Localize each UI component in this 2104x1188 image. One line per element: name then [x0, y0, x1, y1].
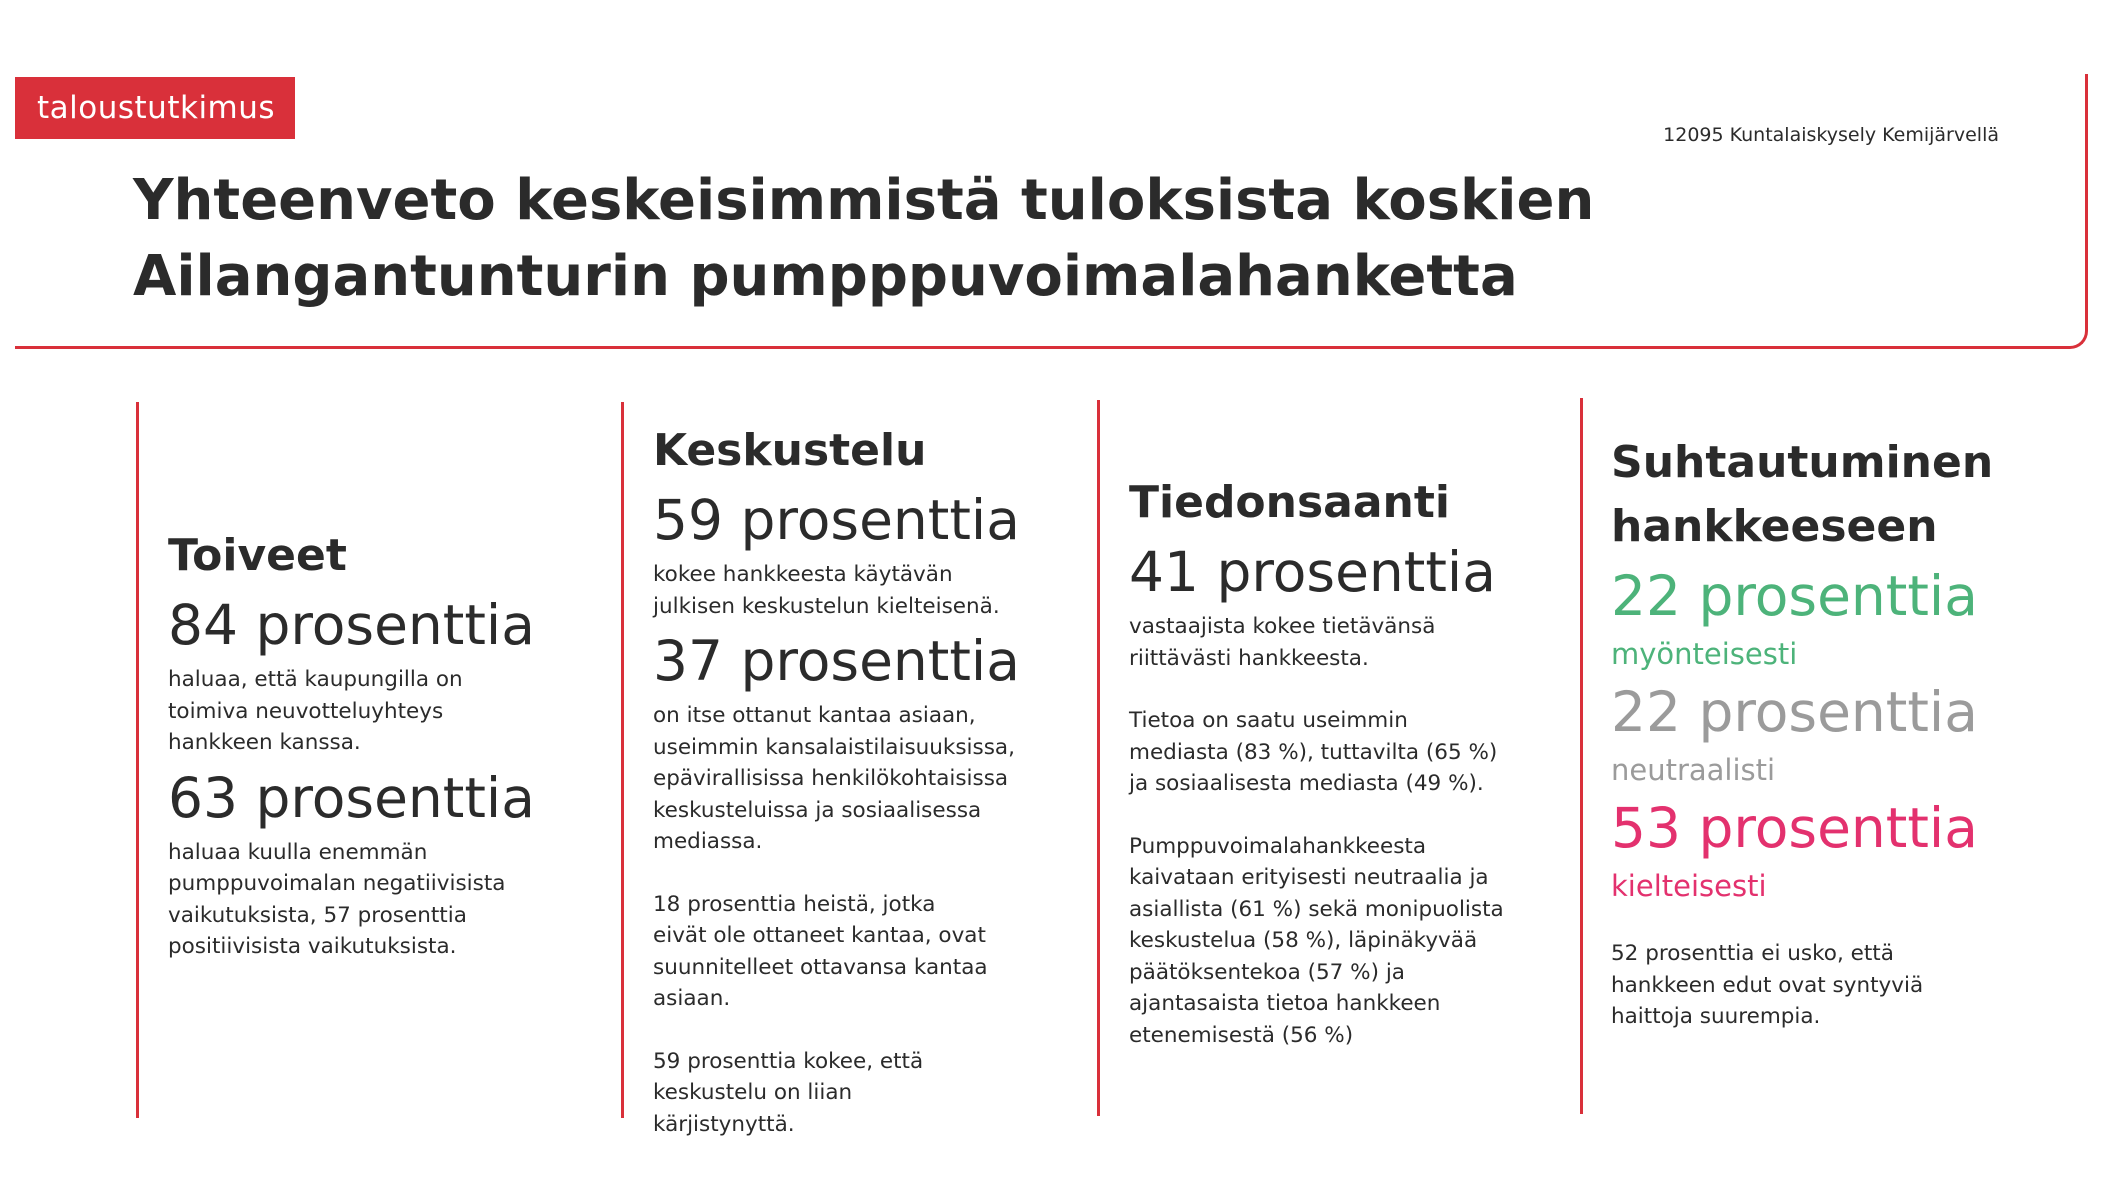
tiedonsaanti-text-1: vastaajista kokee tietävänsä riittävästi hankkeesta.	[1129, 614, 1436, 671]
positive-stat: 22 prosenttia	[1611, 564, 1978, 628]
keskustelu-text-2: on itse ottanut kantaa asiaan, useimmin kansalaistilaisuuksissa, epävirallisissa henkilökohtaisissa keskusteluissa ja sosiaalisessa mediassa.	[653, 703, 1015, 854]
column-divider-2	[621, 402, 624, 1118]
toiveet-heading: Toiveet	[168, 530, 347, 581]
column-tiedonsaanti	[1129, 471, 1529, 1051]
suhtautuminen-heading: Suhtautuminen hankkeeseen	[1611, 437, 1994, 552]
toiveet-text-1: haluaa, että kaupungilla on toimiva neuvotteluyhteys hankkeen kanssa.	[168, 667, 463, 755]
tiedonsaanti-text-2: Tietoa on saatu useimmin mediasta (83 %), tuttavilta (65 %) ja sosiaalisesta mediasta (49 %).	[1129, 708, 1498, 796]
column-suhtautuminen	[1611, 431, 2051, 1033]
column-divider-4	[1580, 398, 1583, 1114]
keskustelu-heading: Keskustelu	[653, 425, 927, 476]
toiveet-stat-2: 63 prosenttia	[168, 765, 535, 830]
survey-id: 12095 Kuntalaiskysely Kemijärvellä	[1663, 124, 1999, 146]
negative-label: kielteisesti	[1611, 869, 1767, 903]
keskustelu-stat-1: 59 prosenttia	[653, 488, 1020, 552]
toiveet-stat-1: 84 prosenttia	[168, 593, 535, 657]
logo: taloustutkimus	[15, 77, 295, 139]
suhtautuminen-text-1: 52 prosenttia ei usko, että hankkeen edut ovat syntyviä haittoja suurempia.	[1611, 941, 1924, 1029]
toiveet-text-2: haluaa kuulla enemmän pumppuvoimalan negatiivisista vaikutuksista, 57 prosenttia positiivisista vaikutuksista.	[168, 839, 506, 959]
tiedonsaanti-heading: Tiedonsaanti	[1129, 477, 1450, 528]
keskustelu-text-3: 18 prosenttia heistä, jotka eivät ole ottaneet kantaa, ovat suunnitelleet ottavansa kantaa asiaan.	[653, 891, 988, 1011]
tiedonsaanti-stat-1: 41 prosenttia	[1129, 540, 1496, 604]
column-toiveet	[168, 524, 568, 963]
neutral-stat: 22 prosenttia	[1611, 680, 1978, 744]
column-divider-1	[136, 402, 139, 1118]
keskustelu-text-4: 59 prosenttia kokee, että keskustelu on liian kärjistynyttä.	[653, 1048, 924, 1137]
neutral-label: neutraalisti	[1611, 753, 1776, 787]
keskustelu-text-1: kokee hankkeesta käytävän julkisen keskustelun kielteisenä.	[653, 562, 1000, 619]
keskustelu-stat-2: 37 prosenttia	[653, 629, 1020, 693]
column-keskustelu	[653, 419, 1053, 1140]
column-divider-3	[1097, 400, 1100, 1116]
positive-label: myönteisesti	[1611, 637, 1798, 671]
negative-stat: 53 prosenttia	[1611, 796, 1978, 860]
tiedonsaanti-text-3: Pumppuvoimalahankkeesta kaivataan erityisesti neutraalia ja asiallista (61 %) sekä monipuolista keskustelua (58 %), läpinäkyvää päätöksentekoa (57 %) ja ajantasaista tietoa hankkeen etenemisestä (56 %)	[1129, 833, 1504, 1048]
page-title: Yhteenveto keskeisimmistä tuloksista koskien Ailangantunturin pumpppuvoimalahanketta	[133, 168, 1595, 309]
